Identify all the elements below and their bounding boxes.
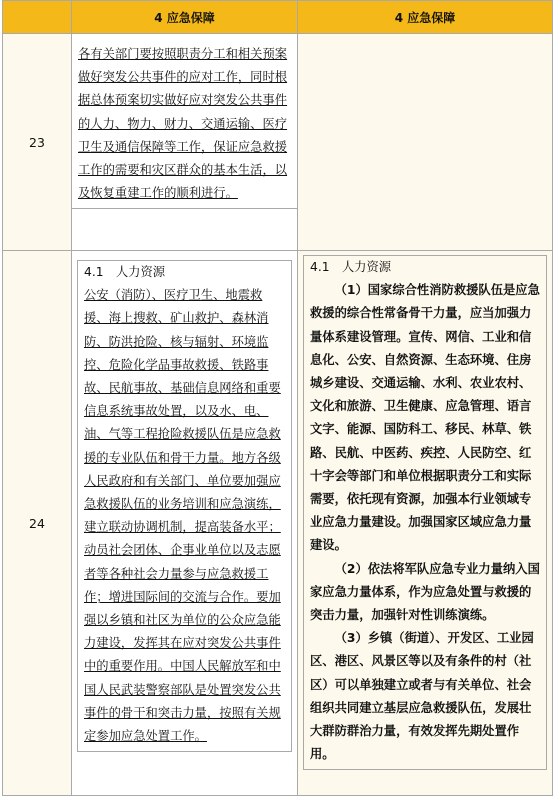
new-text-cell [298, 34, 553, 251]
new-section-heading: 4.1 人力资源 [310, 260, 392, 274]
header-number-cell [3, 1, 72, 34]
old-text-cell [72, 34, 298, 251]
old-text-cell [72, 251, 298, 796]
old-text: 各有关部门要按照职责分工和相关预案做好突发公共事件的应对工作，同时根据总体预案切实做好应对突发公共事件的人力、物力、财力、交通运输、医疗卫生及通信保障等工作，保证应急救援工作的需要和灾区群众的基本生活，以及恢复重建工作的顺利进行。 [78, 47, 288, 201]
row-number: 23 [3, 34, 72, 251]
new-text-block [303, 255, 547, 770]
new-text [298, 34, 552, 42]
old-paragraph: 地方各级人民政府和有关部门、单位要加强应急救援队伍的业务培训和应急演练，建立联动协调机制，提高装备水平；动员社会团体、企事业单位以及志愿者等各种社会力量参与应急救援工作；增进国际间的交流与合作。要加强以乡镇和社区为单位的公众应急能力建设，发挥其在应对突发公共事件中的重要作用。 [84, 450, 281, 674]
old-text-block [77, 260, 292, 752]
header-row [3, 1, 553, 34]
old-paragraph: 公安（消防）、医疗卫生、地震救援、海上搜救、矿山救护、森林消防、防洪抢险、核与辐射、环境监控、危险化学品事故救援、铁路事故、民航事故、基础信息网络和重要信息系统事故处置，以及水、电、油、气等工程抢险救援队伍是应急救援的专业队伍和骨干力量。 [84, 288, 281, 465]
new-paragraph: （1）国家综合性消防救援队伍是应急救援的综合性常备骨干力量，应当加强力量体系建设管理。宣传、网信、工业和信息化、公安、自然资源、生态环境、住房城乡建设、交通运输、水利、农业农村、文化和旅游、卫生健康、应急管理、语言文字、能源、国防科工、移民、林草、铁路、民航、中医药、疾控、人民防空、红十字会等部门和单位根据职责分工和实际需要，依托现有资源，加强本行业领域专业应急力量建设。加强国家区域应急力量建设。 [310, 283, 540, 553]
new-text-cell [298, 251, 553, 796]
header-new-version: 4 应急保障 [298, 1, 553, 34]
old-text-block [72, 43, 297, 209]
old-section-heading: 4.1 人力资源 [84, 265, 166, 279]
new-paragraph: （2）依法将军队应急专业力量纳入国家应急力量体系，作为应急处置与救援的突击力量，加强针对性训练演练。 [310, 561, 540, 623]
table-row [3, 251, 553, 796]
row-number: 24 [3, 251, 72, 796]
new-paragraph: （3）乡镇（街道）、开发区、工业园区、港区、风景区等以及有条件的村（社区）可以单独建立或者与有关单位、社会组织共同建立基层应急救援队伍，发展壮大群防群治力量，有效发挥先期处置作用。 [310, 631, 534, 762]
old-paragraph: 中国人民解放军和中国人民武装警察部队是处置突发公共事件的骨干和突击力量，按照有关规定参加应急处置工作。 [84, 659, 281, 744]
table-row [3, 34, 553, 251]
header-old-version: 4 应急保障 [72, 1, 298, 34]
comparison-table [2, 0, 553, 796]
